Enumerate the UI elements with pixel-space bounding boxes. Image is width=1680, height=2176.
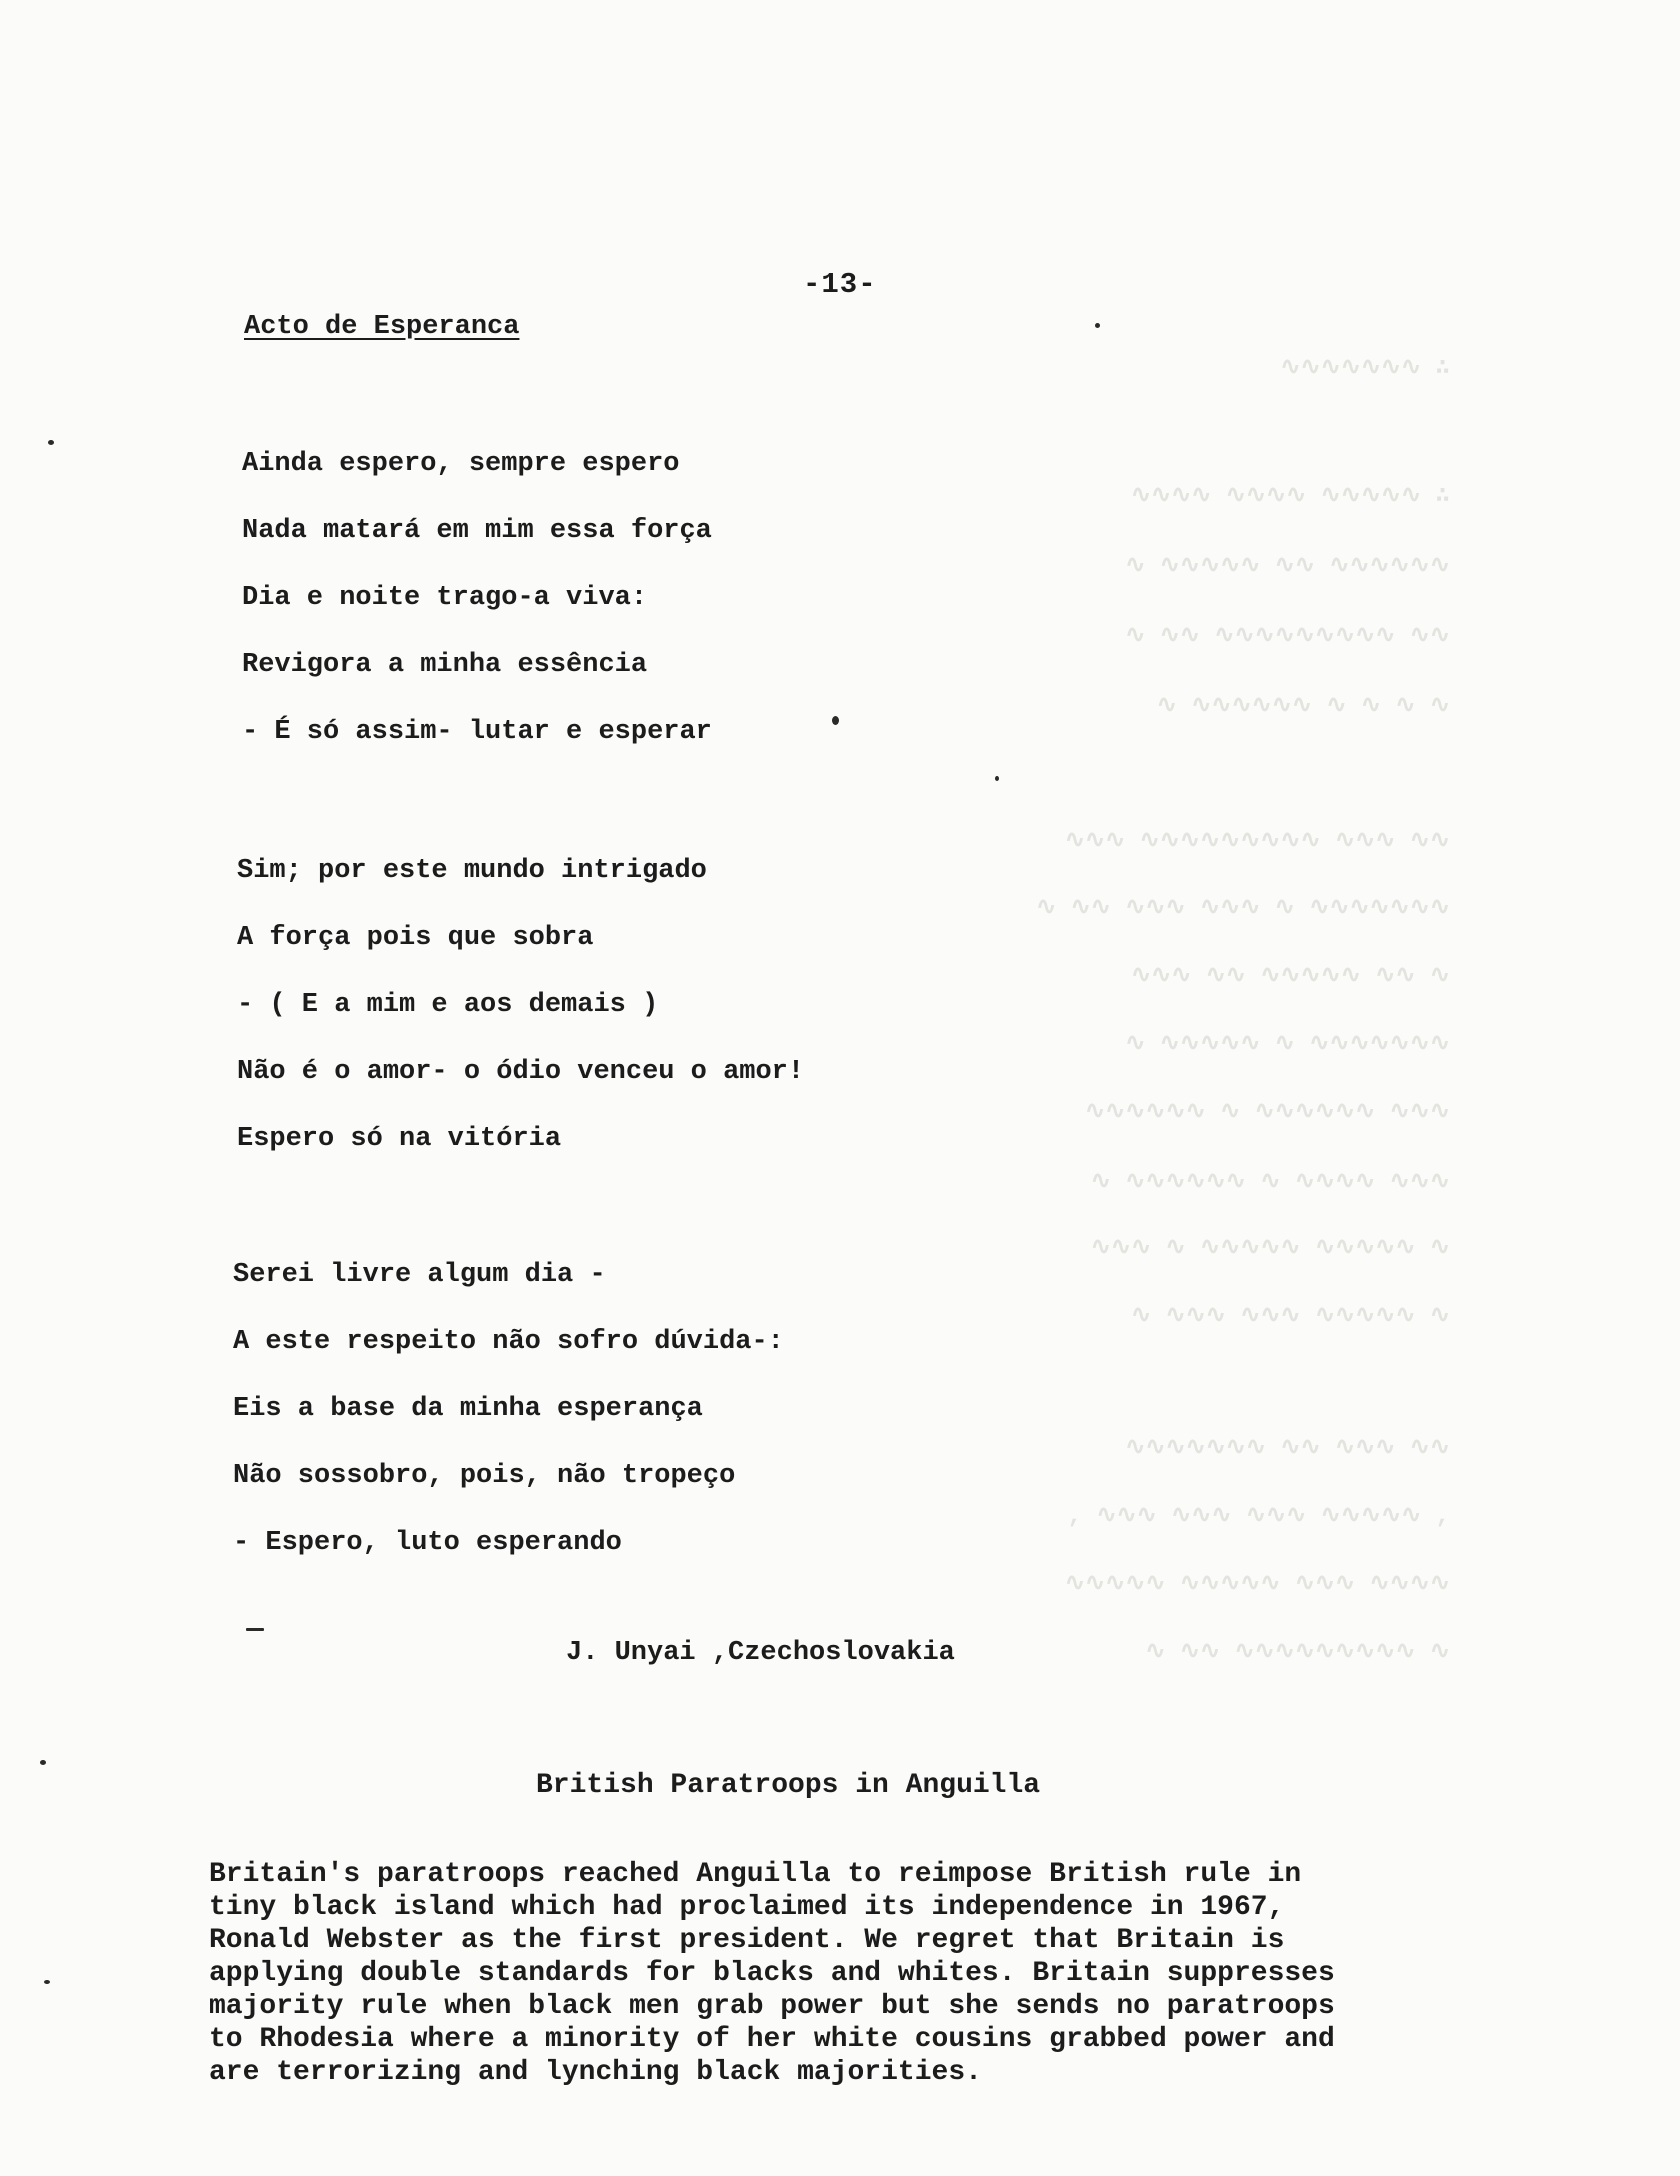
scan-mark: [246, 1628, 264, 1631]
article-line: tiny black island which had proclaimed its independence in 1967,: [209, 1892, 1285, 1923]
bleed-through-text: , ∿∿∿ ∿∿∿ ∿∿∿ ∿∿∿∿∿ ,: [1067, 1503, 1450, 1530]
poem-line: Espero só na vitória: [237, 1124, 562, 1154]
bleed-through-text: ∿ ∿∿ ∿∿∿ ∿∿∿ ∿ ∿∿∿∿∿∿∿: [1036, 895, 1450, 922]
scan-speck: [995, 776, 999, 781]
bleed-through-text: ∿ ∿∿∿∿∿∿ ∿ ∿∿∿∿ ∿∿∿: [1090, 1169, 1450, 1196]
bleed-through-text: ∿ ∿∿∿∿∿∿ ∿ ∿ ∿ ∿: [1156, 693, 1450, 720]
article-line: Ronald Webster as the first president. We regret that Britain is: [209, 1925, 1285, 1956]
poem-line: Nada matará em mim essa força: [242, 516, 712, 546]
scan-speck: [832, 716, 839, 725]
poem-line: Ainda espero, sempre espero: [242, 449, 680, 479]
article-line: applying double standards for blacks and whites. Britain suppresses: [209, 1958, 1335, 1989]
poem-line: - ( E a mim e aos demais ): [237, 990, 659, 1020]
bleed-through-text: ∿∿∿∿∿∿∿ ∿∿ ∿∿∿ ∿∿: [1125, 1435, 1450, 1462]
poem-title: Acto de Esperanca: [244, 312, 520, 342]
bleed-through-text: ∿ ∿∿∿∿∿ ∿∿ ∿∿∿∿∿∿: [1125, 553, 1450, 580]
article-line: to Rhodesia where a minority of her white cousins grabbed power and: [209, 2024, 1335, 2055]
poem-line: A força pois que sobra: [237, 923, 594, 953]
poem-line: - Espero, luto esperando: [233, 1528, 622, 1558]
article-body: [209, 1858, 1449, 2089]
scan-speck: [40, 1760, 46, 1765]
scan-speck: [44, 1980, 50, 1984]
bleed-through-text: ∿∿∿∿∿∿∿ ∴: [1280, 355, 1450, 382]
poem-line: A este respeito não sofro dúvida-:: [233, 1327, 784, 1357]
poem-stanza-1: [242, 431, 712, 766]
article-line: majority rule when black men grab power but she sends no paratroops: [209, 1991, 1335, 2022]
bleed-through-text: ∿ ∿∿ ∿∿∿∿∿∿∿∿∿ ∿: [1145, 1639, 1450, 1666]
article-line: are terrorizing and lynching black majorities.: [209, 2057, 982, 2088]
bleed-through-text: ∿∿∿ ∿∿∿∿∿∿∿∿∿ ∿∿∿ ∿∿: [1064, 828, 1450, 855]
poem-line: Não é o amor- o ódio venceu o amor!: [237, 1057, 805, 1087]
poem-stanza-2: [237, 838, 804, 1173]
scan-speck: [48, 440, 54, 445]
poem-line: - É só assim- lutar e esperar: [242, 717, 712, 747]
bleed-through-text: ∿∿∿∿∿∿ ∿ ∿∿∿∿∿∿ ∿∿∿: [1085, 1099, 1450, 1126]
poem-line: Dia e noite trago-a viva:: [242, 583, 648, 613]
poem-line: Sim; por este mundo intrigado: [237, 856, 707, 886]
poem-line: Serei livre algum dia -: [233, 1260, 606, 1290]
poem-line: Eis a base da minha esperança: [233, 1394, 703, 1424]
bleed-through-text: ∿ ∿∿∿ ∿∿∿ ∿∿∿∿∿ ∿: [1130, 1303, 1450, 1330]
bleed-through-text: ∿ ∿∿∿∿∿ ∿ ∿∿∿∿∿∿∿: [1125, 1031, 1450, 1058]
poem-stanza-3: [233, 1242, 784, 1577]
bleed-through-text: ∿∿∿ ∿∿ ∿∿∿∿∿ ∿∿ ∿: [1130, 963, 1450, 990]
bleed-through-text: ∿∿∿∿∿ ∿∿∿∿∿ ∿∿∿ ∿∿∿∿: [1064, 1571, 1450, 1598]
scan-speck: [1095, 323, 1100, 328]
bleed-through-text: ∿∿∿∿ ∿∿∿∿ ∿∿∿∿∿ ∴: [1130, 483, 1450, 510]
article-title: British Paratroops in Anguilla: [536, 1770, 1041, 1801]
poem-line: Revigora a minha essência: [242, 650, 648, 680]
poem-signature: J. Unyai ,Czechoslovakia: [566, 1638, 955, 1668]
page-number: -13-: [803, 268, 877, 301]
bleed-through-text: ∿∿∿ ∿ ∿∿∿∿∿ ∿∿∿∿∿ ∿: [1090, 1235, 1450, 1262]
poem-line: Não sossobro, pois, não tropeço: [233, 1461, 736, 1491]
article-line: Britain's paratroops reached Anguilla to reimpose British rule in: [209, 1859, 1302, 1890]
bleed-through-text: ∿ ∿∿ ∿∿∿∿∿∿∿∿∿ ∿∿: [1125, 623, 1450, 650]
